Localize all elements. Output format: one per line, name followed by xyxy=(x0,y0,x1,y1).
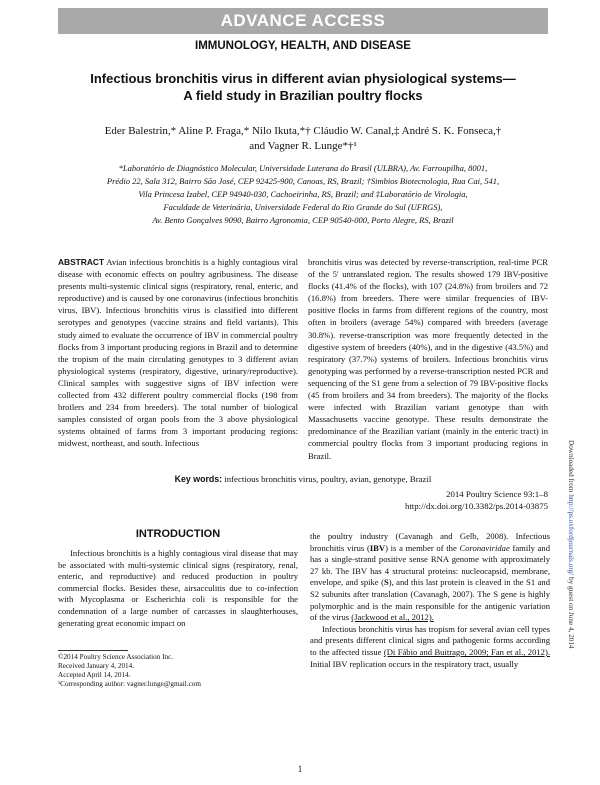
keywords xyxy=(58,474,548,484)
abstract-text-left: Avian infectious bronchitis is a highly contagious viral disease with economic effects on poultry agribusiness. The disease presents multi-systemic clinical signs (respiratory, renal, enteric, and reproductive) and is caused by one coronavirus (infectious bronchitis virus, IBV). Infectious bronchitis virus is classified into different serotypes and genotypes (vaccine strains and field variants). This study aimed to evaluate the occurrence of IBV in commercial poultry flocks from 3 important producing regions in Brazil and to determine the tropism of the main circulating genotypes to 3 different avian physiological systems (respiratory, digestive, urinary/reproductive). Clinical samples with suggestive signs of IBV infection were collected from 432 different poultry commercial flocks (198 from broilers and 234 from breeders). The total number of biological samples consisted of organ pools from the 3 above physiological systems obtained of farms from 3 important producing regions: midwest, northeast, and south. Infectious xyxy=(58,257,298,449)
intro-paragraph: Infectious bronchitis is a highly contagious viral disease that may be associated with multi-systemic clinical signs (respiratory, renal, enteric, and reproductive) and reduced production in poultry commercial flocks. Besides these, airsacculitis due to co-infection with Mycoplasma or Escherichia coli is responsible for the condemnation of a large number of carcasses in slaughterhouses, generating great economic impact on xyxy=(58,548,298,628)
intro-left-column xyxy=(58,548,298,629)
abstract-left-column xyxy=(58,256,298,450)
text-run: ) is a member of the xyxy=(385,542,460,553)
advance-access-banner: ADVANCE ACCESS xyxy=(58,8,548,34)
article-title xyxy=(58,70,548,104)
download-link[interactable]: http://ps.oxfordjournals.org/ xyxy=(567,494,575,576)
text-run: Downloaded from xyxy=(567,440,575,495)
text-run: Infectious bronchitis virus has tropism for several avian cell types and presents different clinical signs and pathogenic forms according to the affected tissue xyxy=(310,623,550,657)
reference-link[interactable]: (Di Fábio and Buitrago, 2009; Fan et al., 2012). xyxy=(383,646,550,657)
text-run: by guest on June 4, 2014 xyxy=(567,575,575,649)
affiliation-line: Vila Princesa Izabel, CEP 94940-030, Cachoeirinha, RS, Brazil; and ‡Laboratório de Virologia, xyxy=(138,189,468,199)
footnotes xyxy=(58,653,298,689)
text-run: Initial IBV replication occurs in the respiratory tract, usually xyxy=(310,658,519,669)
affiliations xyxy=(58,162,548,227)
page-number: 1 xyxy=(297,764,303,774)
affiliation-line: Av. Bento Gonçalves 9090, Bairro Agronomia, CEP 90540-000, Porto Alegre, RS, Brazil xyxy=(152,215,454,225)
accepted-date: Accepted April 14, 2014. xyxy=(58,671,131,679)
footnote-rule xyxy=(58,650,128,651)
copyright-note: ©2014 Poultry Science Association Inc. xyxy=(58,653,174,661)
doi-link[interactable]: http://dx.doi.org/10.3382/ps.2014-03875 xyxy=(404,501,548,511)
journal-citation: 2014 Poultry Science 93:1–8 xyxy=(446,489,548,499)
text-run: Coronaviridae xyxy=(459,542,510,553)
affiliation-line: *Laboratório de Diagnóstico Molecular, Universidade Luterana do Brasil (ULBRA), Av. Farroupilha, 8001, xyxy=(118,163,488,173)
title-line-1: Infectious bronchitis virus in different avian physiological systems— xyxy=(90,71,516,86)
abstract-label: ABSTRACT xyxy=(58,257,105,267)
intro-right-column xyxy=(310,531,550,670)
affiliation-line: Faculdade de Veterinária, Universidade Federal do Rio Grande do Sul (UFRGS), xyxy=(163,202,443,212)
authors-line-1: Eder Balestrin,* Aline P. Fraga,* Nilo Ikuta,*† Cláudio W. Canal,‡ André S. K. Fonseca,† xyxy=(104,125,502,137)
text-run: IBV xyxy=(369,542,386,553)
citation xyxy=(300,488,548,512)
title-line-2: A field study in Brazilian poultry flocks xyxy=(183,88,423,103)
received-date: Received January 4, 2014. xyxy=(58,662,135,670)
affiliation-line: Prédio 22, Sala 312, Bairro São José, CEP 92425-900, Canoas, RS, Brazil; †Simbios Biotecnologia, Rua Cai, 541, xyxy=(106,176,500,186)
corresponding-author: ¹Corresponding author: vagner.lunge@gmail.com xyxy=(58,680,201,688)
abstract-right-column xyxy=(308,256,548,462)
section-heading: IMMUNOLOGY, HEALTH, AND DISEASE xyxy=(195,40,411,52)
text-run: ), and this last protein is cleaved in the S1 and S2 subunits after translation (Cavanagh, 2007). The S gene is highly polymorphic and is the main responsible for the antigenic variation of the virus xyxy=(310,577,550,623)
intro-paragraph xyxy=(310,531,550,624)
text-run: family and has a single-strand positive sense RNA genome with approximately 27 kb. The IBV has 4 structural proteins: nucleocapsid, membrane, envelope, and spike ( xyxy=(310,542,551,588)
text-run: the poultry industry (Cavanagh and Gelb, 2008). Infectious bronchitis virus ( xyxy=(310,531,550,553)
reference-link[interactable]: (Jackwood et al., 2012). xyxy=(351,612,434,623)
text-run: S xyxy=(383,577,389,588)
download-note xyxy=(567,440,575,649)
intro-paragraph xyxy=(310,624,550,670)
authors-line-2: and Vagner R. Lunge*†¹ xyxy=(249,140,357,152)
author-list xyxy=(58,124,548,154)
keywords-label: Key words: xyxy=(174,474,223,484)
keywords-text: infectious bronchitis virus, poultry, avian, genotype, Brazil xyxy=(222,474,432,484)
introduction-heading: INTRODUCTION xyxy=(135,528,221,540)
abstract-text-right: bronchitis virus was detected by reverse-transcription, real-time PCR of the 5′ untranslated region. The results showed 179 IBV-positive flocks (41.4% of the flocks), with 107 (24.8%) from broilers and 72 (16.8%) from breeders. There were similar frequencies of IBV-positive flocks in farms from different regions of the country, most often in broilers (average 54%) compared with breeders (average 30.8%). reverse-transcription was more frequently detected in the digestive system of breeders (40%), and in the digestive (43.5%) and respiratory (37.7%) systems of broilers. Infectious bronchitis virus genotyping was performed by a reverse-transcription nested PCR and sequencing of the S1 gene from a selection of 79 IBV-positive flocks (45 from broilers and 34 from breeders). The majority of the flocks were infected with Brazilian variant genotype than with Massachusetts vaccine genotype. These results demonstrate the predominance of the Brazilian variant (mainly in the enteric tract) in commercial poultry flocks from 3 important producing regions in Brazil. xyxy=(308,257,548,461)
